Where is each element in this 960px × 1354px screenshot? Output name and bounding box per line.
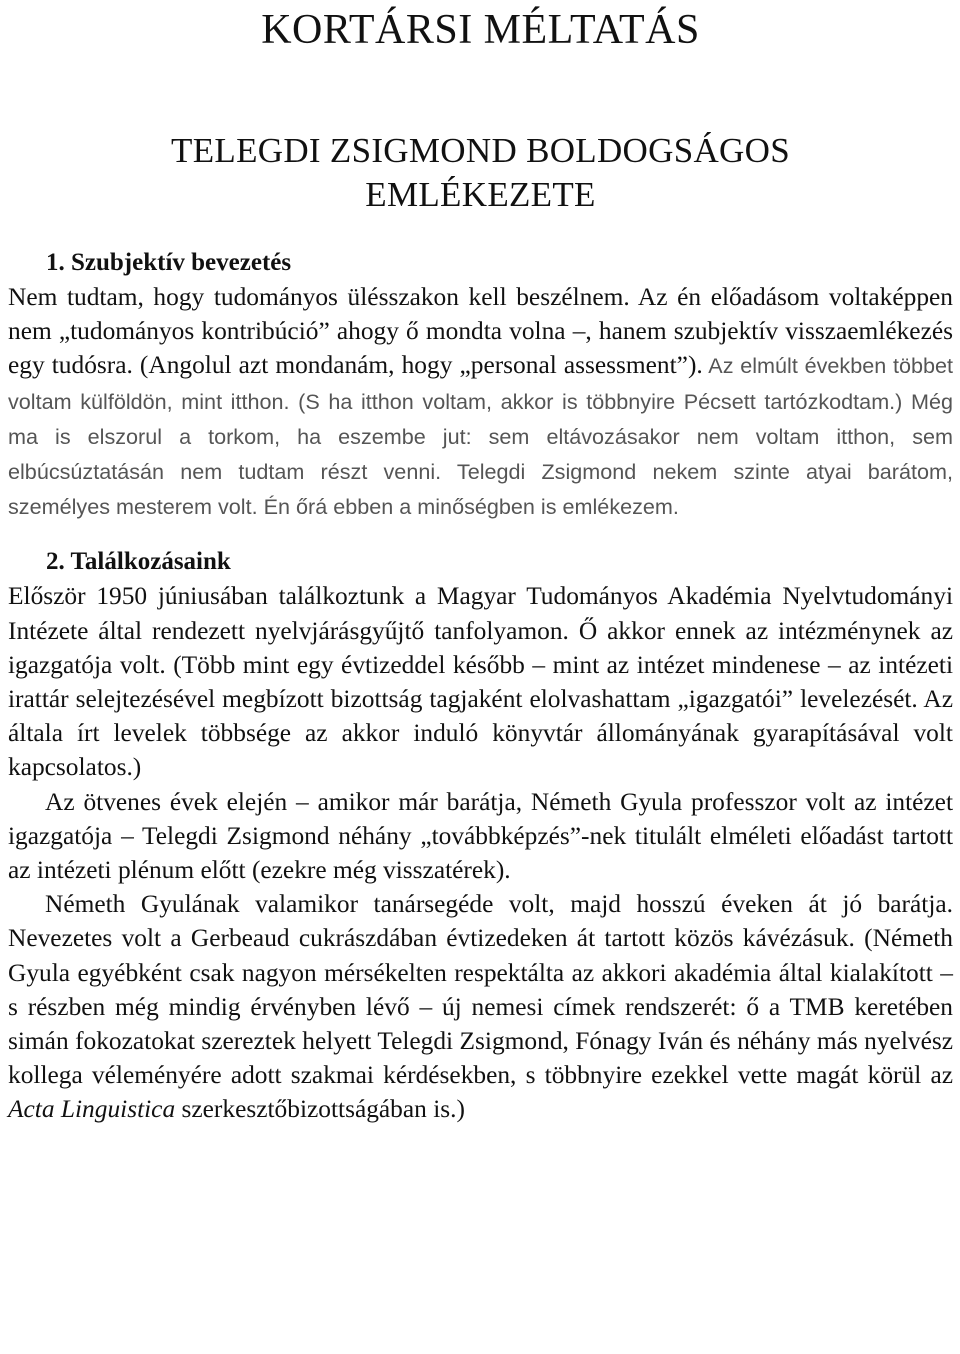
- section-2-paragraph-1: Először 1950 júniusában találkoztunk a Magyar Tudományos Akadémia Nyelvtudományi Intézete által rendezett nyelvjárásgyűjtő tanfolyamon. Ő akkor ennek az intézménynek az igazgatója volt. (Több mint egy évtizeddel később – mint az intézet mindenese – az intézeti irattár selejtezésével megbízott bizottság tagjaként elolvashattam „igazgatói” levelezését. Az általa írt levelek többsége az akkor induló könyvtár állományának gyarapításával volt kapcsolatos.): [8, 582, 953, 782]
- article-title-line-1: TELEGDI ZSIGMOND BOLDOGSÁGOS: [171, 131, 790, 170]
- section-2-paragraph-3-text: Németh Gyulának valamikor tanársegéde volt, majd hosszú éveken át jó barátja. Nevezetes volt a Gerbeaud cukrászdában évtizedeken át tartott közös kávézásuk. (Németh Gyula egyébként csak nagyon mérsékelten respektálta az akkori akadémia által kialakított – s részben még mindig érvényben lévő – új nemesi címek rendszerét: ő a TMB keretében simán fokozatokat szereztek helyett Telegdi Zsigmond, Fónagy Iván és néhány más nyelvész kollega véleményére adott szakmai kérdésekben, s többnyire ezekkel vette magát körül az: [8, 890, 953, 1090]
- page-title: KORTÁRSI MÉLTATÁS: [261, 7, 700, 53]
- document-page: [8, 0, 953, 1127]
- section-2-paragraph-3-end: szerkesztőbizottságában is.): [175, 1095, 465, 1124]
- article-title: [8, 129, 953, 217]
- section-1-paragraph: [8, 280, 953, 524]
- section-heading-1: 1. Szubjektív bevezetés: [46, 249, 292, 276]
- section-2-paragraph-3: [8, 887, 953, 1126]
- section-1-paragraph-sans-text: Az elmúlt években többet voltam külföldön, mint itthon. (S ha itthon voltam, akkor is többnyire Pécsett tartózkodtam.) Még ma is elszorul a torkom, ha eszembe jut: sem eltávozásakor nem voltam itthon, sem elbúcsúztatásán nem tudtam részt venni. Telegdi Zsigmond nekem szinte atyai barátom, személyes mesterem volt. Én őrá ebben a minőségben is emlékezem.: [8, 353, 953, 520]
- section-2-paragraph-2: Az ötvenes évek elején – amikor már barátja, Németh Gyula professzor volt az intézet igazgatója – Telegdi Zsigmond néhány „továbbképzés”-nek titulált elméleti előadást tartott az intézeti plénum előtt (ezekre még visszatérek).: [8, 787, 953, 885]
- section-heading-2: 2. Találkozásaink: [46, 548, 231, 576]
- journal-title-italic: Acta Linguistica: [8, 1095, 176, 1124]
- article-title-line-2: EMLÉKEZETE: [365, 175, 596, 214]
- section-1-paragraph-serif-text: Nem tudtam, hogy tudományos ülésszakon kell beszélnem. Az én előadásom voltaképpen nem „tudományos kontribúció” ahogy ő mondta volna –, hanem szubjektív visszaemlékezés egy tudósra. (Angolul azt mondanám, hogy „personal assessment”).: [8, 283, 953, 380]
